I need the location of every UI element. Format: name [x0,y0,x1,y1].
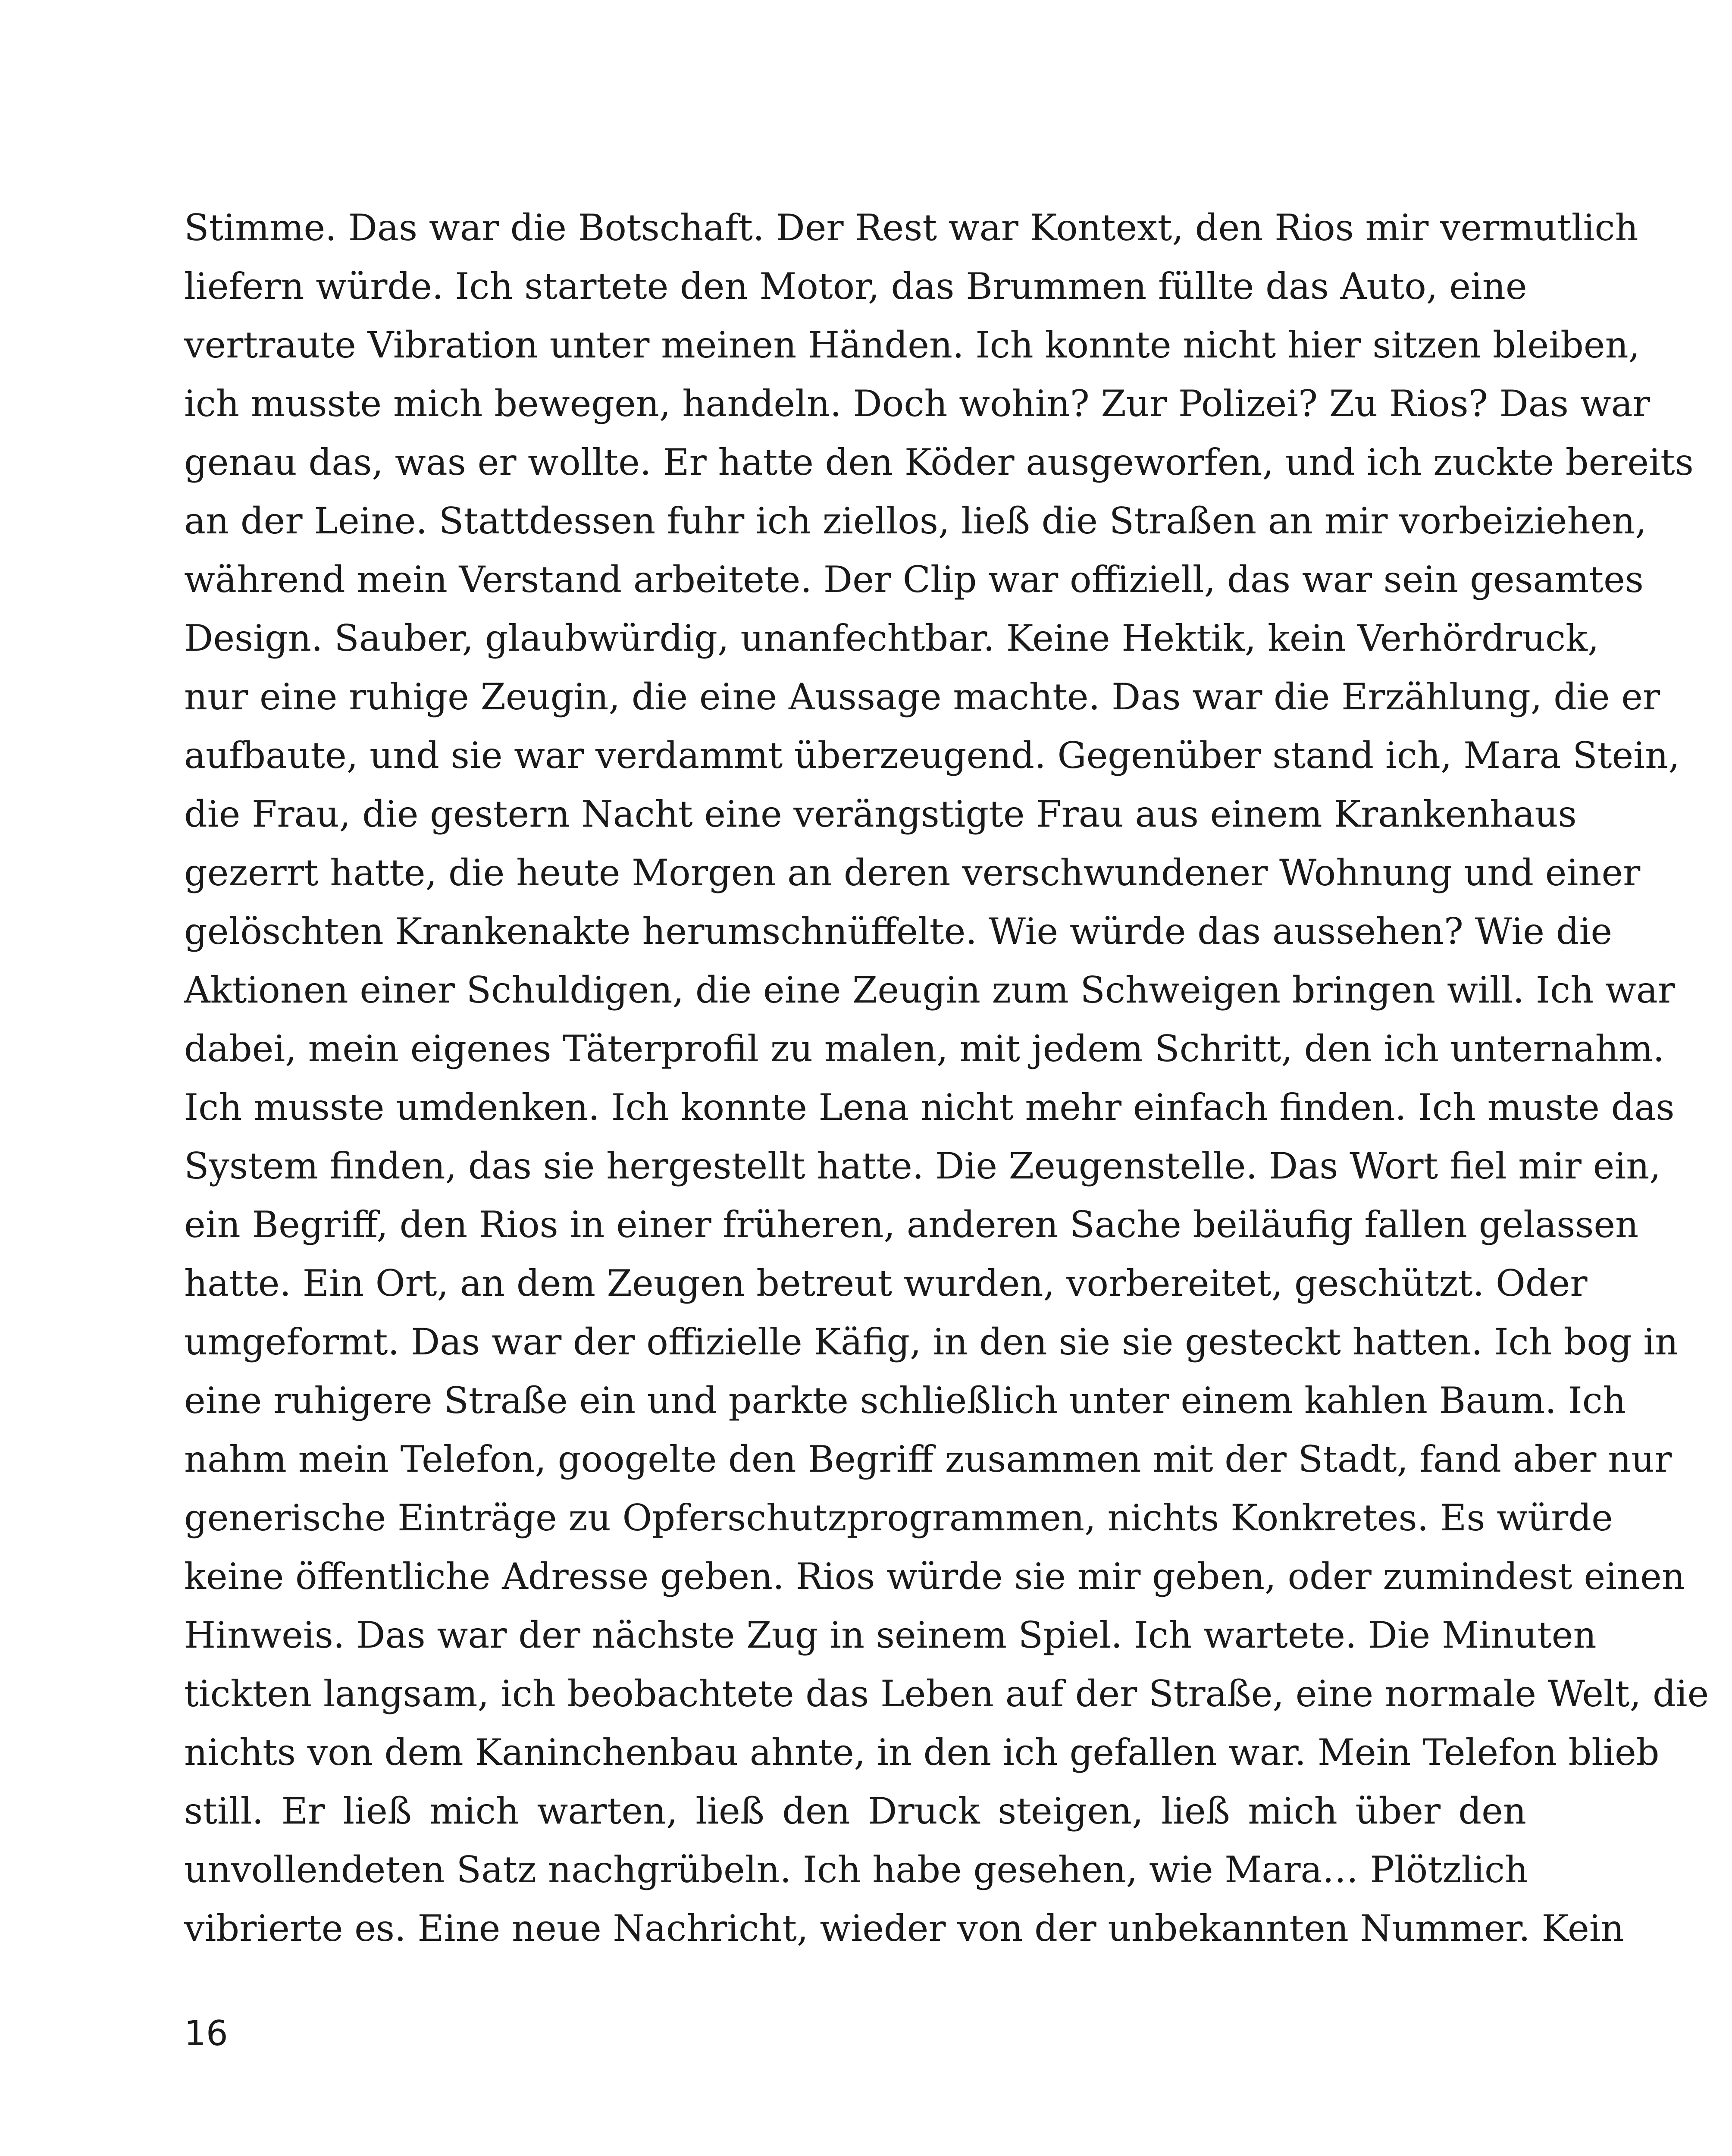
text-line: keine öffentliche Adresse geben. Rios würde sie mir geben, oder zumindest einen [184,1555,1685,1598]
text-line: Aktionen einer Schuldigen, die eine Zeugin zum Schweigen bringen will. Ich war [184,969,1676,1011]
text-line: still. Er ließ mich warten, ließ den Druck steigen, ließ mich über den [184,1790,1526,1832]
text-line: Ich musste umdenken. Ich konnte Lena nicht mehr einfach finden. Ich muste das [184,1086,1675,1128]
text-line: nichts von dem Kaninchenbau ahnte, in den ich gefallen war. Mein Telefon blieb [184,1731,1660,1774]
text-line: vibrierte es. Eine neue Nachricht, wieder von der unbekannten Nummer. Kein [184,1907,1624,1949]
text-line: hatte. Ein Ort, an dem Zeugen betreut wurden, vorbereitet, geschützt. Oder [184,1262,1588,1304]
text-line: liefern würde. Ich startete den Motor, das Brummen füllte das Auto, eine [184,265,1527,307]
page-number: 16 [184,2013,228,2053]
text-line: aufbaute, und sie war verdammt überzeugend. Gegenüber stand ich, Mara Stein, [184,734,1680,777]
text-line: genau das, was er wollte. Er hatte den Köder ausgeworfen, und ich zuckte bereits [184,441,1694,483]
text-line: vertraute Vibration unter meinen Händen. Ich konnte nicht hier sitzen bleiben, [184,324,1640,366]
body-text [184,198,1709,1958]
text-line: während mein Verstand arbeitete. Der Clip war offiziell, das war sein gesamtes [184,558,1644,601]
text-line: gelöschten Krankenakte herumschnüffelte. Wie würde das aussehen? Wie die [184,910,1613,953]
text-line: nur eine ruhige Zeugin, die eine Aussage machte. Das war die Erzählung, die er [184,676,1660,718]
text-line: umgeformt. Das war der offizielle Käfig, in den sie sie gesteckt hatten. Ich bog in [184,1321,1679,1363]
text-line: Design. Sauber, glaubwürdig, unanfechtbar. Keine Hektik, kein Verhördruck, [184,617,1599,659]
text-line: dabei, mein eigenes Täterprofil zu malen, mit jedem Schritt, den ich unternahm. [184,1028,1665,1070]
text-line: unvollendeten Satz nachgrübeln. Ich habe gesehen, wie Mara… Plötzlich [184,1849,1528,1891]
text-line: System finden, das sie hergestellt hatte. Die Zeugenstelle. Das Wort fiel mir ein, [184,1145,1661,1187]
text-line: die Frau, die gestern Nacht eine verängstigte Frau aus einem Krankenhaus [184,793,1577,835]
text-line: ein Begriff, den Rios in einer früheren, anderen Sache beiläufig fallen gelassen [184,1203,1639,1246]
text-line: tickten langsam, ich beobachtete das Leben auf der Straße, eine normale Welt, die [184,1673,1709,1715]
text-line: an der Leine. Stattdessen fuhr ich ziellos, ließ die Straßen an mir vorbeiziehen, [184,500,1647,542]
text-line: eine ruhigere Straße ein und parkte schließlich unter einem kahlen Baum. Ich [184,1379,1626,1422]
text-line: generische Einträge zu Opferschutzprogrammen, nichts Konkretes. Es würde [184,1497,1613,1539]
text-line: Hinweis. Das war der nächste Zug in seinem Spiel. Ich wartete. Die Minuten [184,1614,1597,1656]
text-line: nahm mein Telefon, googelte den Begriff zusammen mit der Stadt, fand aber nur [184,1438,1672,1480]
text-line: Stimme. Das war die Botschaft. Der Rest war Kontext, den Rios mir vermutlich [184,207,1638,249]
text-line: ich musste mich bewegen, handeln. Doch wohin? Zur Polizei? Zu Rios? Das war [184,382,1650,425]
text-line: gezerrt hatte, die heute Morgen an deren verschwundener Wohnung und einer [184,852,1641,894]
